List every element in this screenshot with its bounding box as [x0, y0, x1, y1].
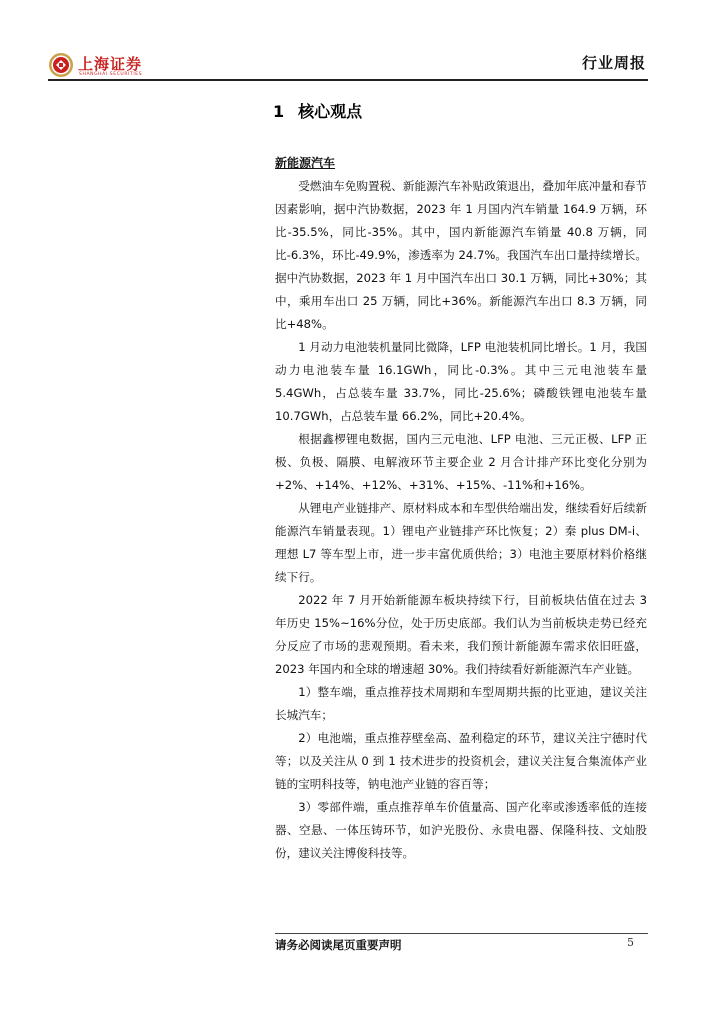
subheading: 新能源汽车: [275, 156, 336, 170]
disclaimer-note: 请务必阅读尾页重要声明: [275, 938, 402, 952]
page-number: 5: [627, 936, 634, 949]
footer-divider: [275, 933, 648, 934]
recommendation-item: 3）零部件端，重点推荐单车价值量高、国产化率或渗透率低的连接器、空悬、一体压铸环节，如沪光股份、永贵电器、保隆科技、文灿股份，建议关注博俊科技等。: [275, 800, 647, 860]
company-logo: [48, 52, 188, 82]
page-header: [48, 48, 648, 82]
section-heading: [273, 99, 362, 122]
paragraph: 根据鑫椤锂电数据，国内三元电池、LFP 电池、三元正极、LFP 正极、负极、隔膜、电解液环节主要企业 2 月合计排产环比变化分别为+2%、+14%、+12%、+31%、+15%、-11%和+16%。: [275, 432, 647, 492]
header-divider: [48, 79, 648, 81]
logo-text-en: SHANGHAI SECURITIES: [79, 72, 143, 77]
section-number: 1: [273, 102, 285, 121]
logo-emblem-icon: [48, 52, 74, 78]
paragraph: 从锂电产业链排产、原材料成本和车型供给端出发，继续看好后续新能源汽车销量表现。1）锂电产业链排产环比恢复；2）秦 plus DM-i、理想 L7 等车型上市，进一步丰富优质供给；3）电池主要原材料价格继续下行。: [275, 501, 647, 584]
logo-text-cn: 上海证券: [78, 55, 143, 73]
paragraph: 受燃油车免购置税、新能源汽车补贴政策退出，叠加年底冲量和春节因素影响，据中汽协数据，2023 年 1 月国内汽车销量 164.9 万辆，环比-35.5%，同比-35%。其中，国内新能源汽车销量 40.8 万辆，同比-6.3%，环比-49.9%，渗透率为 24.7%。我国汽车出口量持续增长。据中汽协数据，2023 年 1 月中国汽车出口 30.1 万辆，同比+30%；其中，乘用车出口 25 万辆，同比+36%。新能源汽车出口 8.3 万辆，同比+48%。: [275, 179, 647, 331]
paragraph: 1 月动力电池装机量同比微降，LFP 电池装机同比增长。1 月，我国动力电池装车量 16.1GWh，同比-0.3%。其中三元电池装车量 5.4GWh，占总装车量 33.7%，同比-25.6%；磷酸铁锂电池装车量 10.7GWh，占总装车量 66.2%，同比+20.4%。: [275, 340, 647, 423]
report-type-label: 行业周报: [581, 54, 646, 72]
report-body: [275, 153, 647, 865]
recommendation-item: 2）电池端，重点推荐壁垒高、盈利稳定的环节，建议关注宁德时代等；以及关注从 0 到 1 技术进步的投资机会，建议关注复合集流体产业链的宝明科技等，钠电池产业链的容百等；: [275, 731, 647, 791]
paragraph: 2022 年 7 月开始新能源车板块持续下行，目前板块估值在过去 3 年历史 15%~16%分位，处于历史底部。我们认为当前板块走势已经充分反应了市场的悲观预期。看未来，我们预计新能源车需求依旧旺盛，2023 年国内和全球的增速超 30%。我们持续看好新能源汽车产业链。: [275, 593, 647, 676]
section-title: 核心观点: [298, 102, 363, 121]
recommendation-item: 1）整车端，重点推荐技术周期和车型周期共振的比亚迪，建议关注长城汽车；: [275, 685, 647, 722]
